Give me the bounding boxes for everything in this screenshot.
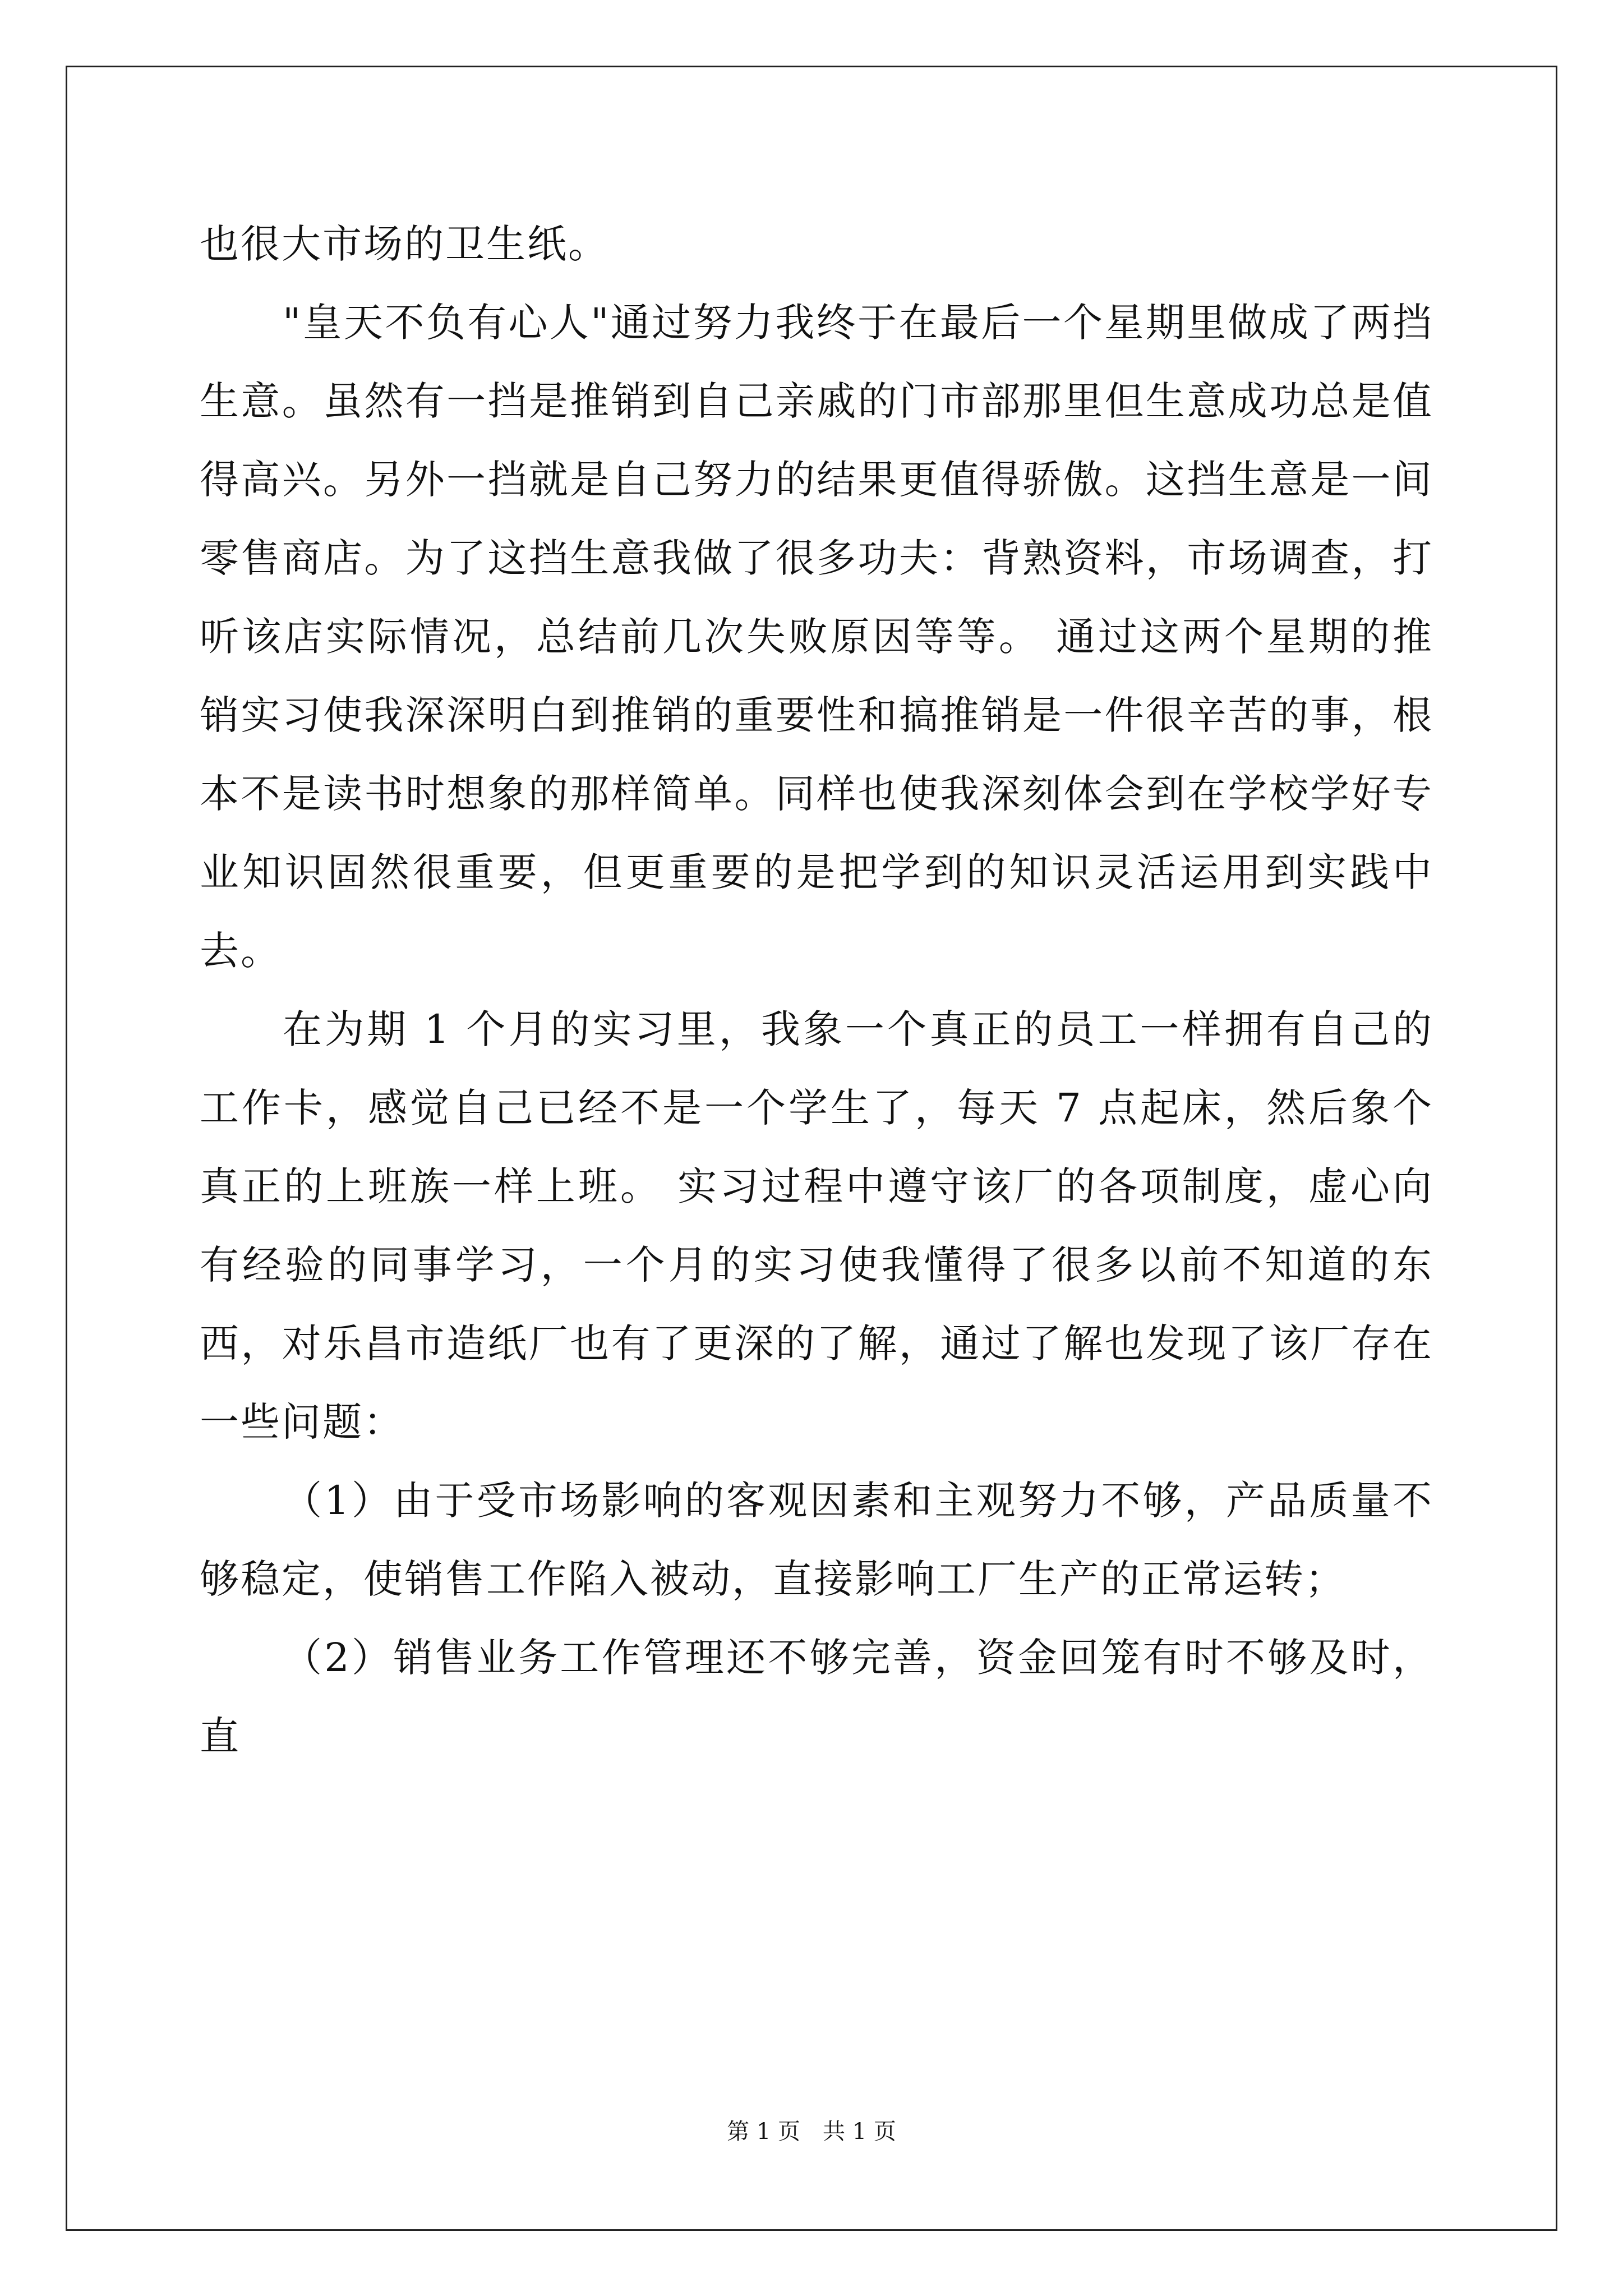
paragraph-5: （2）销售业务工作管理还不够完善，资金回笼有时不够及时，直 <box>200 1635 1433 1759</box>
paragraph-2: "皇天不负有心人"通过努力我终于在最后一个星期里做成了两挡生意。虽然有一挡是推销到自己亲戚的门市部那里但生意成功总是值得高兴。另外一挡就是自己努力的结果更值得骄傲。这挡生意是一间零售商店。为了这挡生意我做了很多功夫：背熟资料，市场调查，打听该店实际情况，总结前几次失败原因等等。 通过这两个星期的推销实习使我深深明白到推销的重要性和搞推销是一件很辛苦的事，根本不是读书时想象的那样简单。同样也使我深刻体会到在学校学好专业知识固然很重要，但更重要的是把学到的知识灵活运用到实践中去。 <box>200 300 1433 974</box>
page-number-footer: 第 1 页 共 1 页 <box>727 2119 896 2145</box>
paragraph-3: 在为期 1 个月的实习里，我象一个真正的员工一样拥有自己的工作卡，感觉自己已经不是一个学生了，每天 7 点起床，然后象个真正的上班族一样上班。 实习过程中遵守该厂的各项制度，虚心向有经验的同事学习，一个月的实习使我懂得了很多以前不知道的东西，对乐昌市造纸厂也有了更深的了解，通过了解也发现了该厂存在一些问题： <box>200 1006 1433 1445</box>
paragraph-4: （1）由于受市场影响的客观因素和主观努力不够，产品质量不够稳定，使销售工作陷入被动，直接影响工厂生产的正常运转； <box>200 1478 1433 1602</box>
document-body <box>200 205 1433 1775</box>
paragraph-1: 也很大市场的卫生纸。 <box>200 221 609 267</box>
